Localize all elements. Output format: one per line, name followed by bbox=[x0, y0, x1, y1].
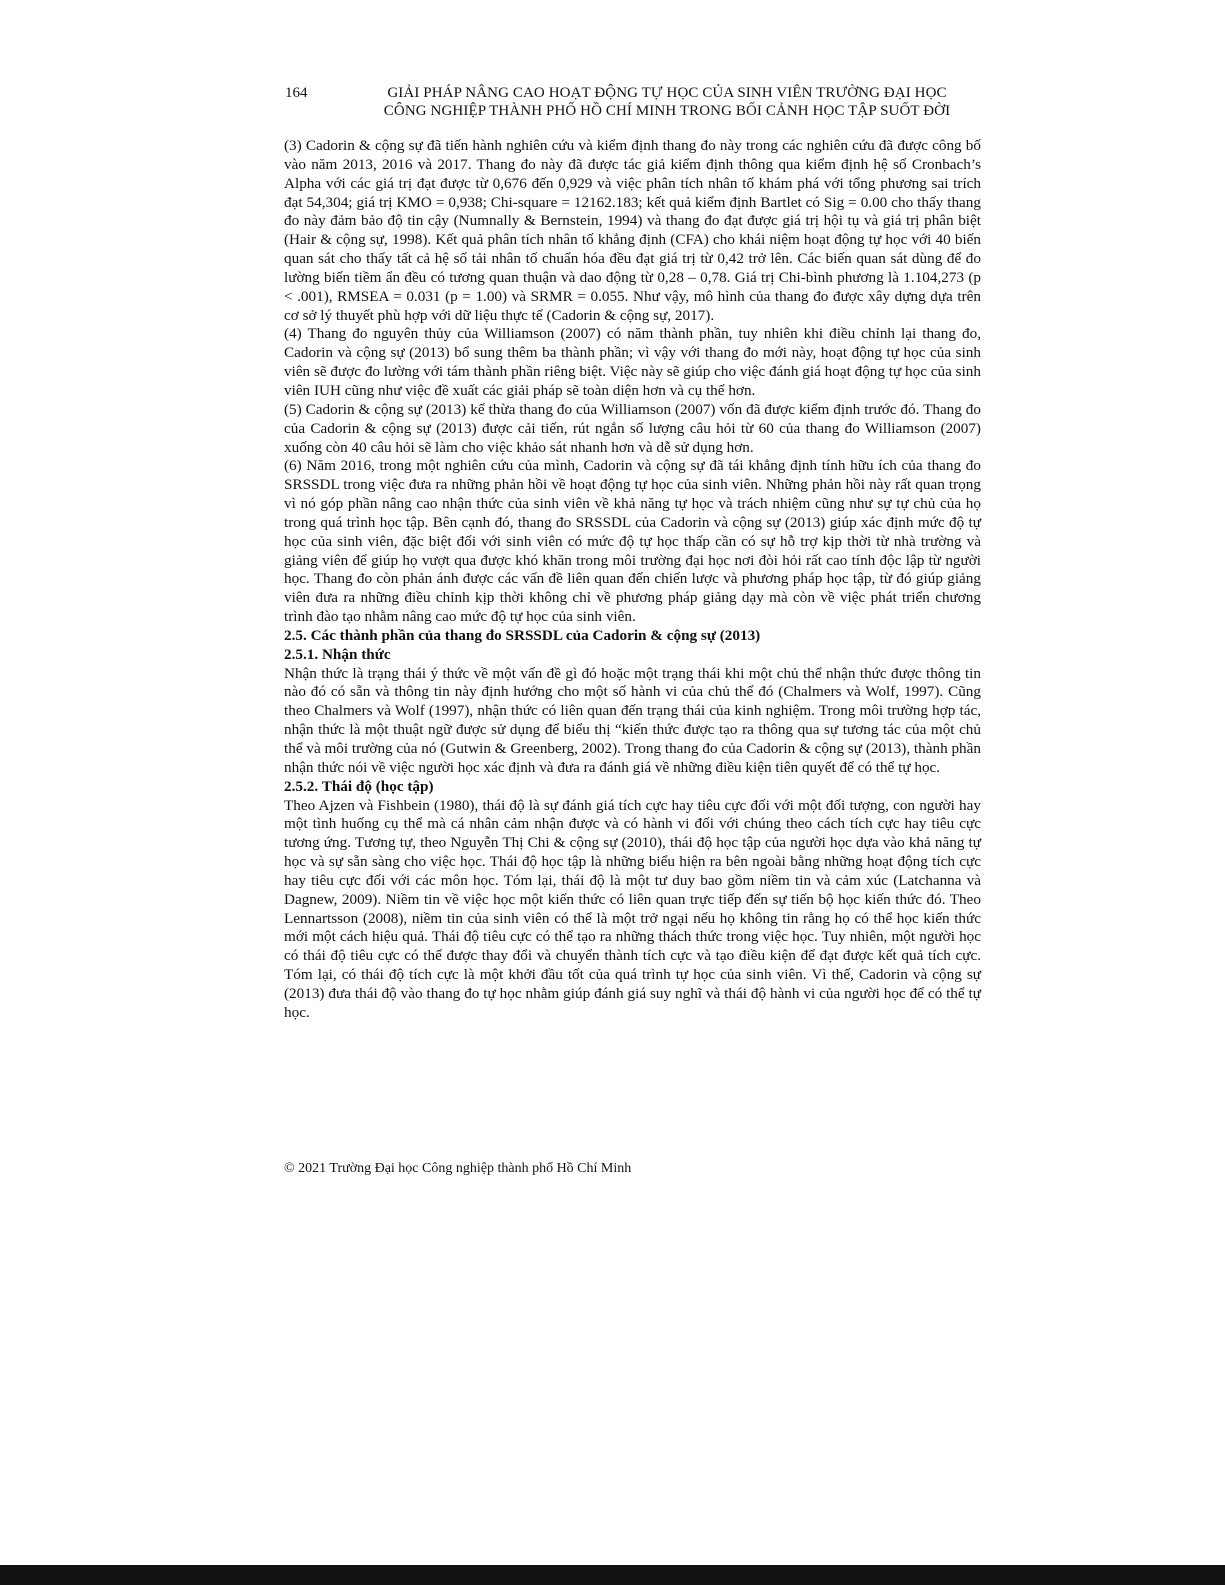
bottom-scan-edge bbox=[0, 1565, 1225, 1585]
paragraph-4: (4) Thang đo nguyên thủy của Williamson (2007) có năm thành phần, tuy nhiên khi điều chỉnh lại thang đo, Cadorin và cộng sự (2013) bổ sung thêm ba thành phần; vì vậy với thang đo mới này, hoạt động tự học của sinh viên sẽ được đo lường với tám thành phần riêng biệt. Việc này sẽ giúp cho việc đánh giá hoạt động tự học của sinh viên IUH cũng như việc đề xuất các giải pháp sẽ toàn diện hơn và cụ thể hơn. bbox=[284, 325, 981, 399]
page-header bbox=[285, 84, 985, 124]
page-number: 164 bbox=[285, 85, 308, 101]
paragraph-2-5-1: Nhận thức là trạng thái ý thức về một vấn đề gì đó hoặc một trạng thái khi một chủ thể nhận thức được thông tin nào đó có sẵn và thông tin này định hướng cho một số hành vi của chủ thể đó (Chalmers và Wolf, 1997). Cũng theo Chalmers và Wolf (1997), nhận thức có liên quan đến trạng thái của kinh nghiệm. Trong môi trường hợp tác, nhận thức là một thuật ngữ được sử dụng để biểu thị “kiến thức được tạo ra thông qua sự tương tác của một chủ thể và môi trường của nó (Gutwin & Greenberg, 2002). Trong thang đo của Cadorin & cộng sự (2013), thành phần nhận thức nói về việc người học xác định và đưa ra đánh giá về những điều kiện tiên quyết để có thể tự học. bbox=[284, 664, 981, 776]
article-body bbox=[284, 137, 981, 1023]
section-heading-2-5: 2.5. Các thành phần của thang đo SRSSDL của Cadorin & cộng sự (2013) bbox=[284, 626, 761, 644]
paragraph-6: (6) Năm 2016, trong một nghiên cứu của mình, Cadorin và cộng sự đã tái khẳng định tính hữu ích của thang đo SRSSDL trong việc đưa ra những phản hồi về hoạt động tự học của sinh viên. Những phản hồi này rất quan trọng vì nó góp phần nâng cao nhận thức của sinh viên về khả năng tự học và trách nhiệm cũng như sự tự chủ của họ trong quá trình học tập. Bên cạnh đó, thang đo SRSSDL của Cadorin và cộng sự (2013) giúp xác định mức độ tự học của sinh viên, đặc biệt đối với sinh viên có mức độ tự học thấp cần có sự hỗ trợ kịp thời từ nhà trường và giảng viên để giúp họ vượt qua được khó khăn trong môi trường đại học nơi đòi hỏi rất cao tính độc lập từ người học. Thang đo còn phản ánh được các vấn đề liên quan đến chiến lược và phương pháp học tập, từ đó giúp giảng viên đưa ra những điều chỉnh kịp thời không chỉ về phương pháp giảng dạy mà còn về việc phát triển chương trình đào tạo nhằm nâng cao mức độ tự học của sinh viên. bbox=[284, 457, 981, 626]
subsection-heading-2-5-1: 2.5.1. Nhận thức bbox=[284, 645, 391, 663]
page-footer: © 2021 Trường Đại học Công nghiệp thành phố Hồ Chí Minh bbox=[284, 1161, 632, 1176]
paragraph-2-5-2: Theo Ajzen và Fishbein (1980), thái độ là sự đánh giá tích cực hay tiêu cực đối với một đối tượng, con người hay một tình huống cụ thể mà cá nhân cảm nhận được và có hành vi đối với chúng theo cách tích cực hay tiêu cực tương ứng. Tương tự, theo Nguyễn Thị Chi & cộng sự (2010), thái độ học tập của người học dựa vào khả năng tự học và sự sẵn sàng cho việc học. Thái độ học tập là những biểu hiện ra bên ngoài bằng những hoạt động tích cực hay tiêu cực đối với các môn học. Tóm lại, thái độ là một tư duy bao gồm niềm tin và cảm xúc (Latchanna và Dagnew, 2009). Niềm tin về việc học một kiến thức có liên quan trực tiếp đến sự tiến bộ học kiến thức đó. Theo Lennartsson (2008), niềm tin của sinh viên có thể là một trở ngại nếu họ không tin rằng họ có thể học kiến thức mới một cách hiệu quả. Thái độ tiêu cực có thể tạo ra những thách thức trong việc học. Tuy nhiên, một người học có thái độ tiêu cực có thể được thay đổi và chuyển thành tích cực và tạo điều kiện để đạt được kết quả tích cực. Tóm lại, có thái độ tích cực là một khởi đầu tốt của quá trình tự học của sinh viên. Vì thế, Cadorin và cộng sự (2013) đưa thái độ vào thang đo tự học nhằm giúp đánh giá suy nghĩ và thái độ hành vi của người học để có thể tự học. bbox=[284, 796, 981, 1021]
paragraph-5: (5) Cadorin & cộng sự (2013) kế thừa thang đo của Williamson (2007) vốn đã được kiểm định trước đó. Thang đo của Cadorin & cộng sự (2013) được cải tiến, rút ngắn số lượng câu hỏi từ 60 của thang đo Williamson (2007) xuống còn 40 câu hỏi sẽ làm cho việc khảo sát nhanh hơn và dễ sử dụng hơn. bbox=[284, 400, 981, 456]
running-title-line-2: CÔNG NGHIỆP THÀNH PHỐ HỒ CHÍ MINH TRONG BỐI CẢNH HỌC TẬP SUỐT ĐỜI bbox=[383, 103, 951, 119]
subsection-heading-2-5-2: 2.5.2. Thái độ (học tập) bbox=[284, 777, 434, 795]
running-title bbox=[352, 84, 982, 120]
paragraph-3: (3) Cadorin & cộng sự đã tiến hành nghiên cứu và kiểm định thang đo này trong các nghiên cứu đã được công bố vào năm 2013, 2016 và 2017. Thang đo này đã được tác giả kiểm định thông qua kiểm định hệ số Cronbach’s Alpha với các giá trị đạt được từ 0,676 đến 0,929 và việc phân tích nhân tố khám phá với tổng phương sai trích đạt 54,304; giá trị KMO = 0,938; Chi-square = 12162.183; kết quả kiểm định Bartlet có Sig = 0.00 cho thấy thang đo này đảm bảo độ tin cậy (Numnally & Bernstein, 1994) và thang đo đạt được giá trị hội tụ và giá trị phân biệt (Hair & cộng sự, 1998). Kết quả phân tích nhân tố khẳng định (CFA) cho khái niệm hoạt động tự học với 40 biến quan sát cho thấy tất cả hệ số tải nhân tố chuẩn hóa đều đạt giá trị từ 0,42 trở lên. Các biến quan sát dùng để đo lường biến tiềm ẩn đều có tương quan thuận và dao động từ 0,28 – 0,78. Giá trị Chi-bình phương là 1.104,273 (p < .001), RMSEA = 0.031 (p = 1.00) và SRMR = 0.055. Như vậy, mô hình của thang đo được xây dựng dựa trên cơ sở lý thuyết phù hợp với dữ liệu thực tế (Cadorin & cộng sự, 2017). bbox=[284, 137, 981, 324]
running-title-line-1: GIẢI PHÁP NÂNG CAO HOẠT ĐỘNG TỰ HỌC CỦA SINH VIÊN TRƯỜNG ĐẠI HỌC bbox=[387, 85, 947, 101]
